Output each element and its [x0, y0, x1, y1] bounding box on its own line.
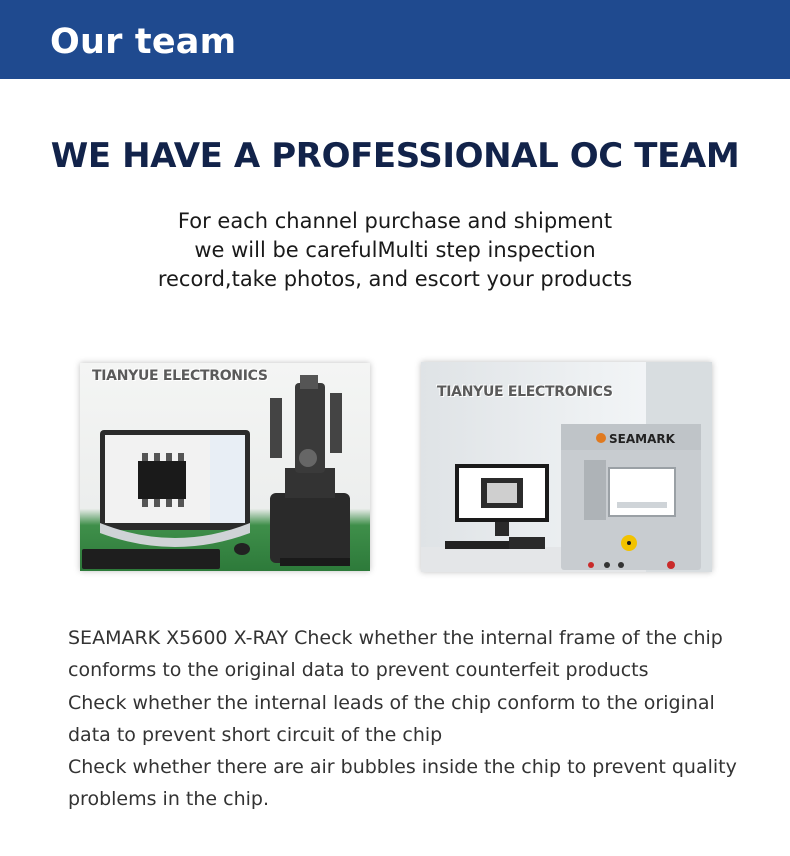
subtitle-line: For each channel purchase and shipment	[177, 209, 613, 233]
subtitle-line: we will be carefulMulti step inspection	[194, 238, 596, 262]
description-line: Check whether the internal leads of the chip conform to the original	[68, 691, 715, 714]
microscope-station-photo	[80, 363, 370, 571]
page-title: Our team	[50, 22, 237, 62]
subtitle-line: record,take photos, and escort your products	[157, 267, 633, 291]
description-line: Check whether there are air bubbles inside the chip to prevent quality	[68, 756, 737, 779]
inspection-description	[68, 622, 737, 816]
description-line: conforms to the original data to prevent counterfeit products	[68, 659, 649, 682]
brand-logo-text: SEAMARK	[609, 432, 675, 446]
watermark-text: TIANYUE ELECTRONICS	[437, 384, 613, 400]
microscope-station-illustration	[80, 363, 370, 571]
section-subtitle	[0, 207, 790, 294]
description-line: problems in the chip.	[68, 788, 270, 811]
section-headline: WE HAVE A PROFESSIONAL OC TEAM	[50, 136, 740, 176]
description-line: SEAMARK X5600 X-RAY Check whether the internal frame of the chip	[68, 627, 723, 649]
description-line: data to prevent short circuit of the chip	[68, 723, 443, 746]
watermark-text: TIANYUE ELECTRONICS	[92, 368, 268, 384]
header-bar	[0, 0, 790, 79]
xray-machine-photo	[421, 362, 712, 572]
